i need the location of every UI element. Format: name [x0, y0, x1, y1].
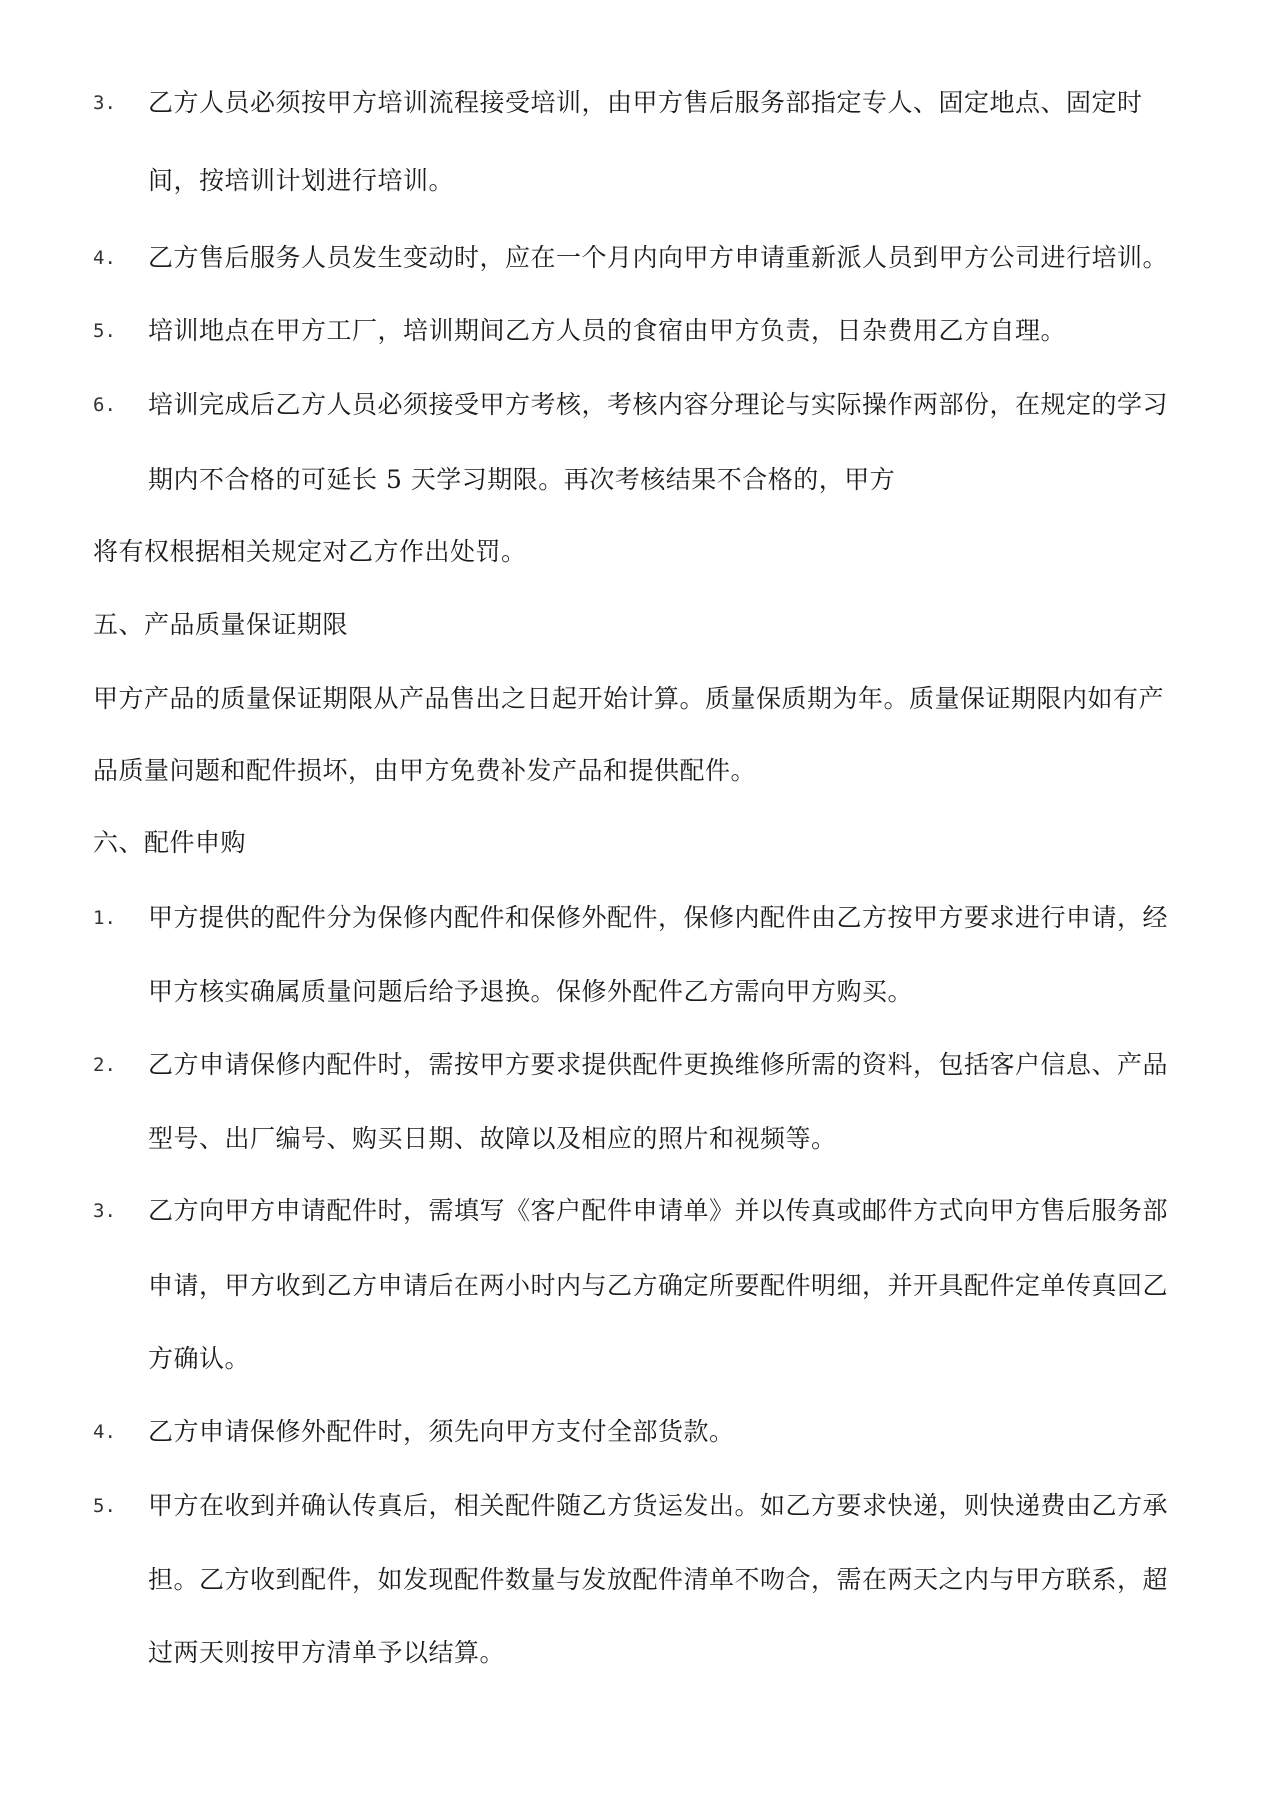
list-number: 3. [93, 1200, 116, 1222]
list-number: 6. [93, 394, 116, 416]
list-number: 5. [93, 1495, 116, 1517]
list-item-text: 间，按培训计划进行培训。 [148, 166, 455, 195]
list-item-text: 担。乙方收到配件，如发现配件数量与发放配件清单不吻合，需在两天之内与甲方联系，超 [148, 1565, 1169, 1594]
continuation-text: 将有权根据相关规定对乙方作出处罚。 [93, 537, 527, 566]
section-heading: 六、配件申购 [93, 828, 247, 857]
list-item-text: 乙方售后服务人员发生变动时，应在一个月内向甲方申请重新派人员到甲方公司进行培训。 [148, 243, 1169, 272]
list-item-text: 乙方申请保修外配件时，须先向甲方支付全部货款。 [148, 1417, 735, 1446]
list-item-text: 方确认。 [148, 1344, 251, 1373]
list-number: 4. [93, 1421, 116, 1443]
list-number: 3. [93, 92, 116, 114]
list-item-text: 甲方提供的配件分为保修内配件和保修外配件，保修内配件由乙方按甲方要求进行申请，经 [148, 903, 1169, 932]
list-item-text: 型号、出厂编号、购买日期、故障以及相应的照片和视频等。 [148, 1124, 837, 1153]
list-number: 2. [93, 1054, 116, 1076]
list-item-text: 乙方申请保修内配件时，需按甲方要求提供配件更换维修所需的资料，包括客户信息、产品 [148, 1050, 1169, 1079]
list-item-text: 乙方人员必须按甲方培训流程接受培训，由甲方售后服务部指定专人、固定地点、固定时 [148, 88, 1143, 117]
list-item-text: 申请，甲方收到乙方申请后在两小时内与乙方确定所要配件明细，并开具配件定单传真回乙 [148, 1271, 1169, 1300]
list-item-text: 乙方向甲方申请配件时，需填写《客户配件申请单》并以传真或邮件方式向甲方售后服务部 [148, 1196, 1169, 1225]
paragraph-line: 品质量问题和配件损坏，由甲方免费补发产品和提供配件。 [93, 756, 757, 785]
list-item-text: 培训完成后乙方人员必须接受甲方考核，考核内容分理论与实际操作两部份，在规定的学习 [148, 390, 1169, 419]
list-number: 5. [93, 320, 116, 342]
section-heading: 五、产品质量保证期限 [93, 610, 349, 639]
list-number: 4. [93, 247, 116, 269]
list-item-text: 甲方核实确属质量问题后给予退换。保修外配件乙方需向甲方购买。 [148, 977, 914, 1006]
paragraph-line: 甲方产品的质量保证期限从产品售出之日起开始计算。质量保质期为年。质量保证期限内如有产 [93, 684, 1165, 713]
list-item-text: 过两天则按甲方清单予以结算。 [148, 1638, 506, 1667]
list-item-text: 培训地点在甲方工厂，培训期间乙方人员的食宿由甲方负责，日杂费用乙方自理。 [148, 316, 1067, 345]
list-number: 1. [93, 907, 116, 929]
list-item-text: 甲方在收到并确认传真后，相关配件随乙方货运发出。如乙方要求快递，则快递费由乙方承 [148, 1491, 1169, 1520]
list-item-text: 期内不合格的可延长 5 天学习期限。再次考核结果不合格的，甲方 [148, 465, 896, 494]
